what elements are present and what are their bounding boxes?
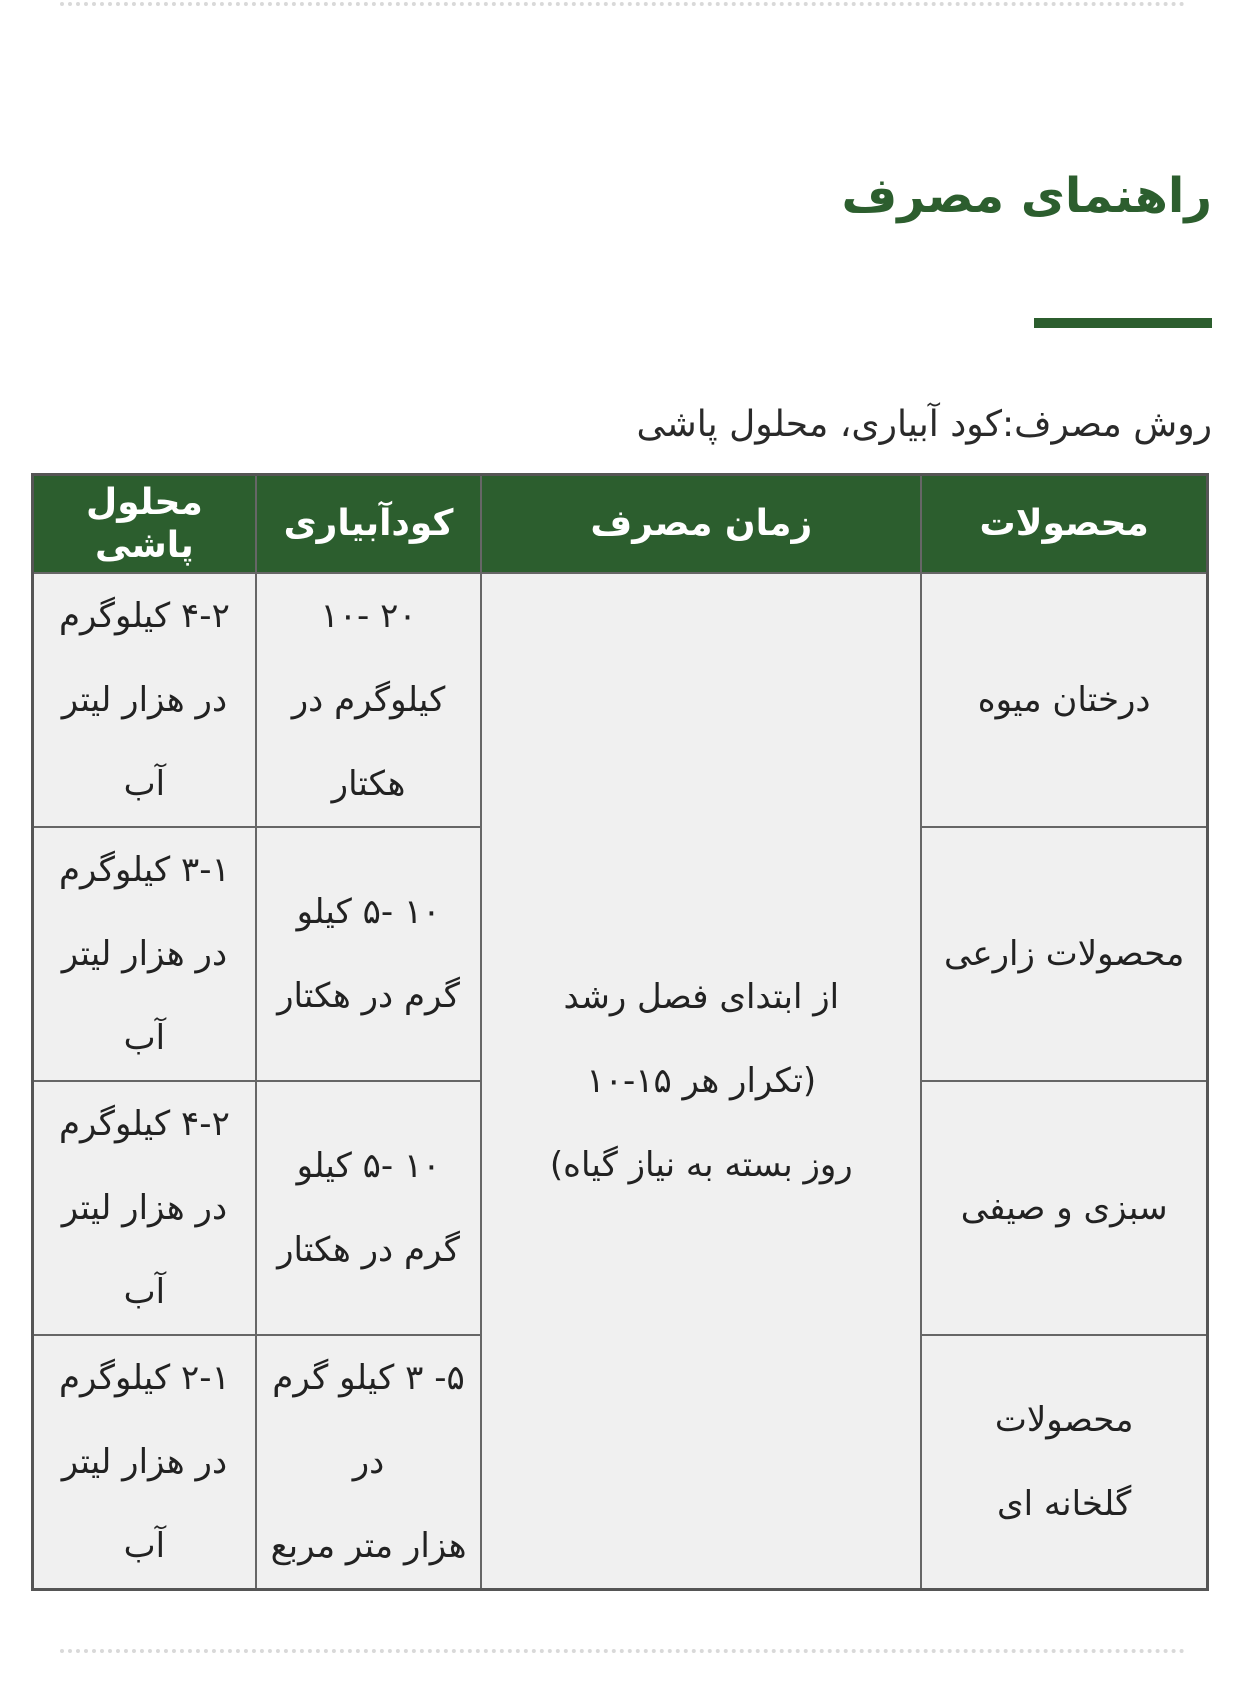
fertigation-dose: ۱۰ -۵ کیلو گرم در هکتار (277, 1146, 460, 1270)
product-cell (921, 1335, 1207, 1590)
product-cell (921, 573, 1207, 827)
foliar-dose: ۴-۲ کیلوگرم در هزار لیتر آب (58, 1104, 230, 1312)
header-fertigation: کودآبیاری (256, 475, 481, 574)
foliar-cell (33, 1081, 256, 1335)
foliar-dose: ۳-۱ کیلوگرم در هزار لیتر آب (58, 850, 230, 1058)
product-name: سبزی و صیفی (960, 1188, 1168, 1228)
product-name: محصولات گلخانه ای (994, 1400, 1134, 1524)
foliar-cell (33, 827, 256, 1081)
title-underline (1034, 318, 1212, 328)
fertigation-cell (256, 827, 481, 1081)
product-name: درختان میوه (977, 680, 1151, 720)
fertigation-cell (256, 1081, 481, 1335)
top-dotted-divider (60, 2, 1185, 6)
table-row (33, 573, 1208, 827)
fertigation-cell (256, 573, 481, 827)
product-cell (921, 827, 1207, 1081)
product-cell (921, 1081, 1207, 1335)
fertigation-dose: ۵- ۳ کیلو گرم در هزار متر مربع (270, 1358, 467, 1566)
foliar-cell (33, 1335, 256, 1590)
header-products: محصولات (921, 475, 1207, 574)
foliar-cell (33, 573, 256, 827)
page-title: راهنمای مصرف (841, 168, 1212, 224)
timing-cell (481, 573, 921, 1590)
usage-method-text: روش مصرف:کود آبیاری، محلول پاشی (636, 404, 1212, 445)
fertigation-cell (256, 1335, 481, 1590)
foliar-dose: ۴-۲ کیلوگرم در هزار لیتر آب (58, 596, 230, 804)
fertigation-dose: ۲۰ -۱۰ کیلوگرم در هکتار (291, 596, 446, 804)
product-name: محصولات زارعی (944, 934, 1185, 974)
usage-table (31, 473, 1209, 1591)
table-header-row (33, 475, 1208, 574)
header-foliar: محلول پاشی (33, 475, 256, 574)
foliar-dose: ۲-۱ کیلوگرم در هزار لیتر آب (58, 1358, 230, 1566)
timing-text: از ابتدای فصل رشد (تکرار هر ۱۵-۱۰ روز بسته به نیاز گیاه) (549, 977, 853, 1185)
header-timing: زمان مصرف (481, 475, 921, 574)
fertigation-dose: ۱۰ -۵ کیلو گرم در هکتار (277, 892, 460, 1016)
bottom-dotted-divider (60, 1649, 1185, 1653)
